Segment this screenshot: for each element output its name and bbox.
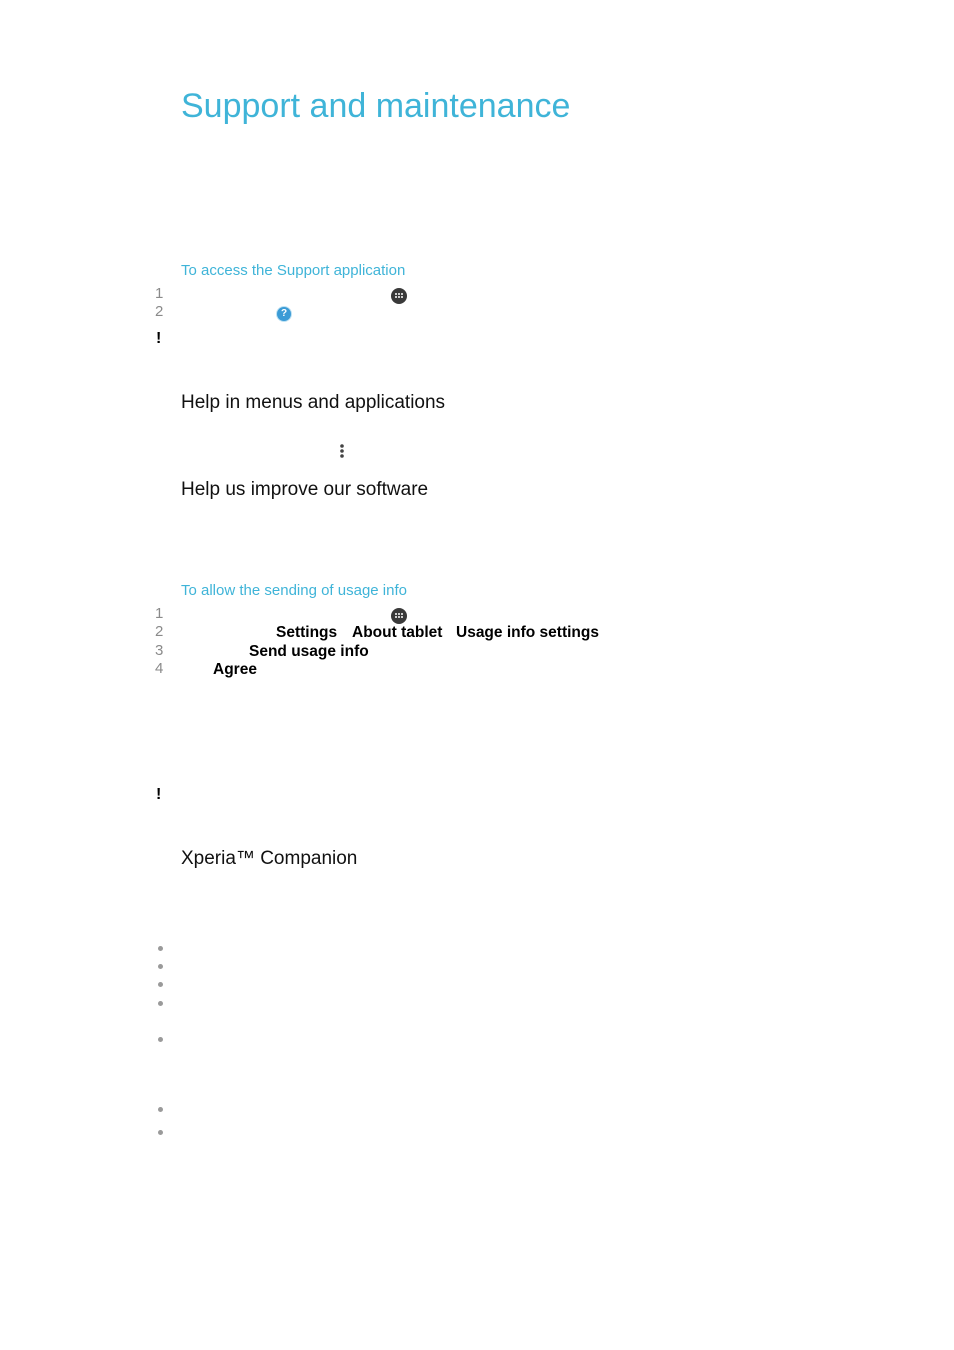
apps-icon [391, 608, 407, 624]
list-bullet [158, 964, 163, 969]
about-tablet-label: About tablet [352, 624, 443, 641]
access-step-1-number: 1 [155, 285, 164, 302]
help-menus-heading: Help in menus and applications [181, 392, 446, 413]
usage-step-4-number: 4 [155, 660, 164, 677]
access-support-heading: To access the Support application [181, 262, 406, 279]
apps-icon [391, 288, 407, 304]
usage-step-1-number: 1 [155, 605, 164, 622]
send-usage-info-label: Send usage info [249, 643, 369, 660]
usage-step-3-number: 3 [155, 642, 164, 659]
usage-info-settings-label: Usage info settings [456, 624, 599, 641]
list-bullet [158, 1037, 163, 1042]
page-title: Support and maintenance [181, 87, 571, 125]
list-bullet [158, 982, 163, 987]
help-icon: ? [277, 307, 291, 321]
note-icon: ! [156, 786, 162, 803]
usage-step-2-number: 2 [155, 623, 164, 640]
access-step-2-number: 2 [155, 303, 164, 320]
agree-label: Agree [213, 661, 257, 678]
more-options-icon [339, 443, 345, 459]
usage-info-heading: To allow the sending of usage info [181, 582, 407, 599]
improve-software-heading: Help us improve our software [181, 479, 429, 500]
list-bullet [158, 1107, 163, 1112]
settings-label: Settings [276, 624, 338, 641]
note-icon: ! [156, 330, 162, 347]
list-bullet [158, 1130, 163, 1135]
list-bullet [158, 1001, 163, 1006]
list-bullet [158, 946, 163, 951]
companion-heading: Xperia™ Companion [181, 848, 358, 869]
